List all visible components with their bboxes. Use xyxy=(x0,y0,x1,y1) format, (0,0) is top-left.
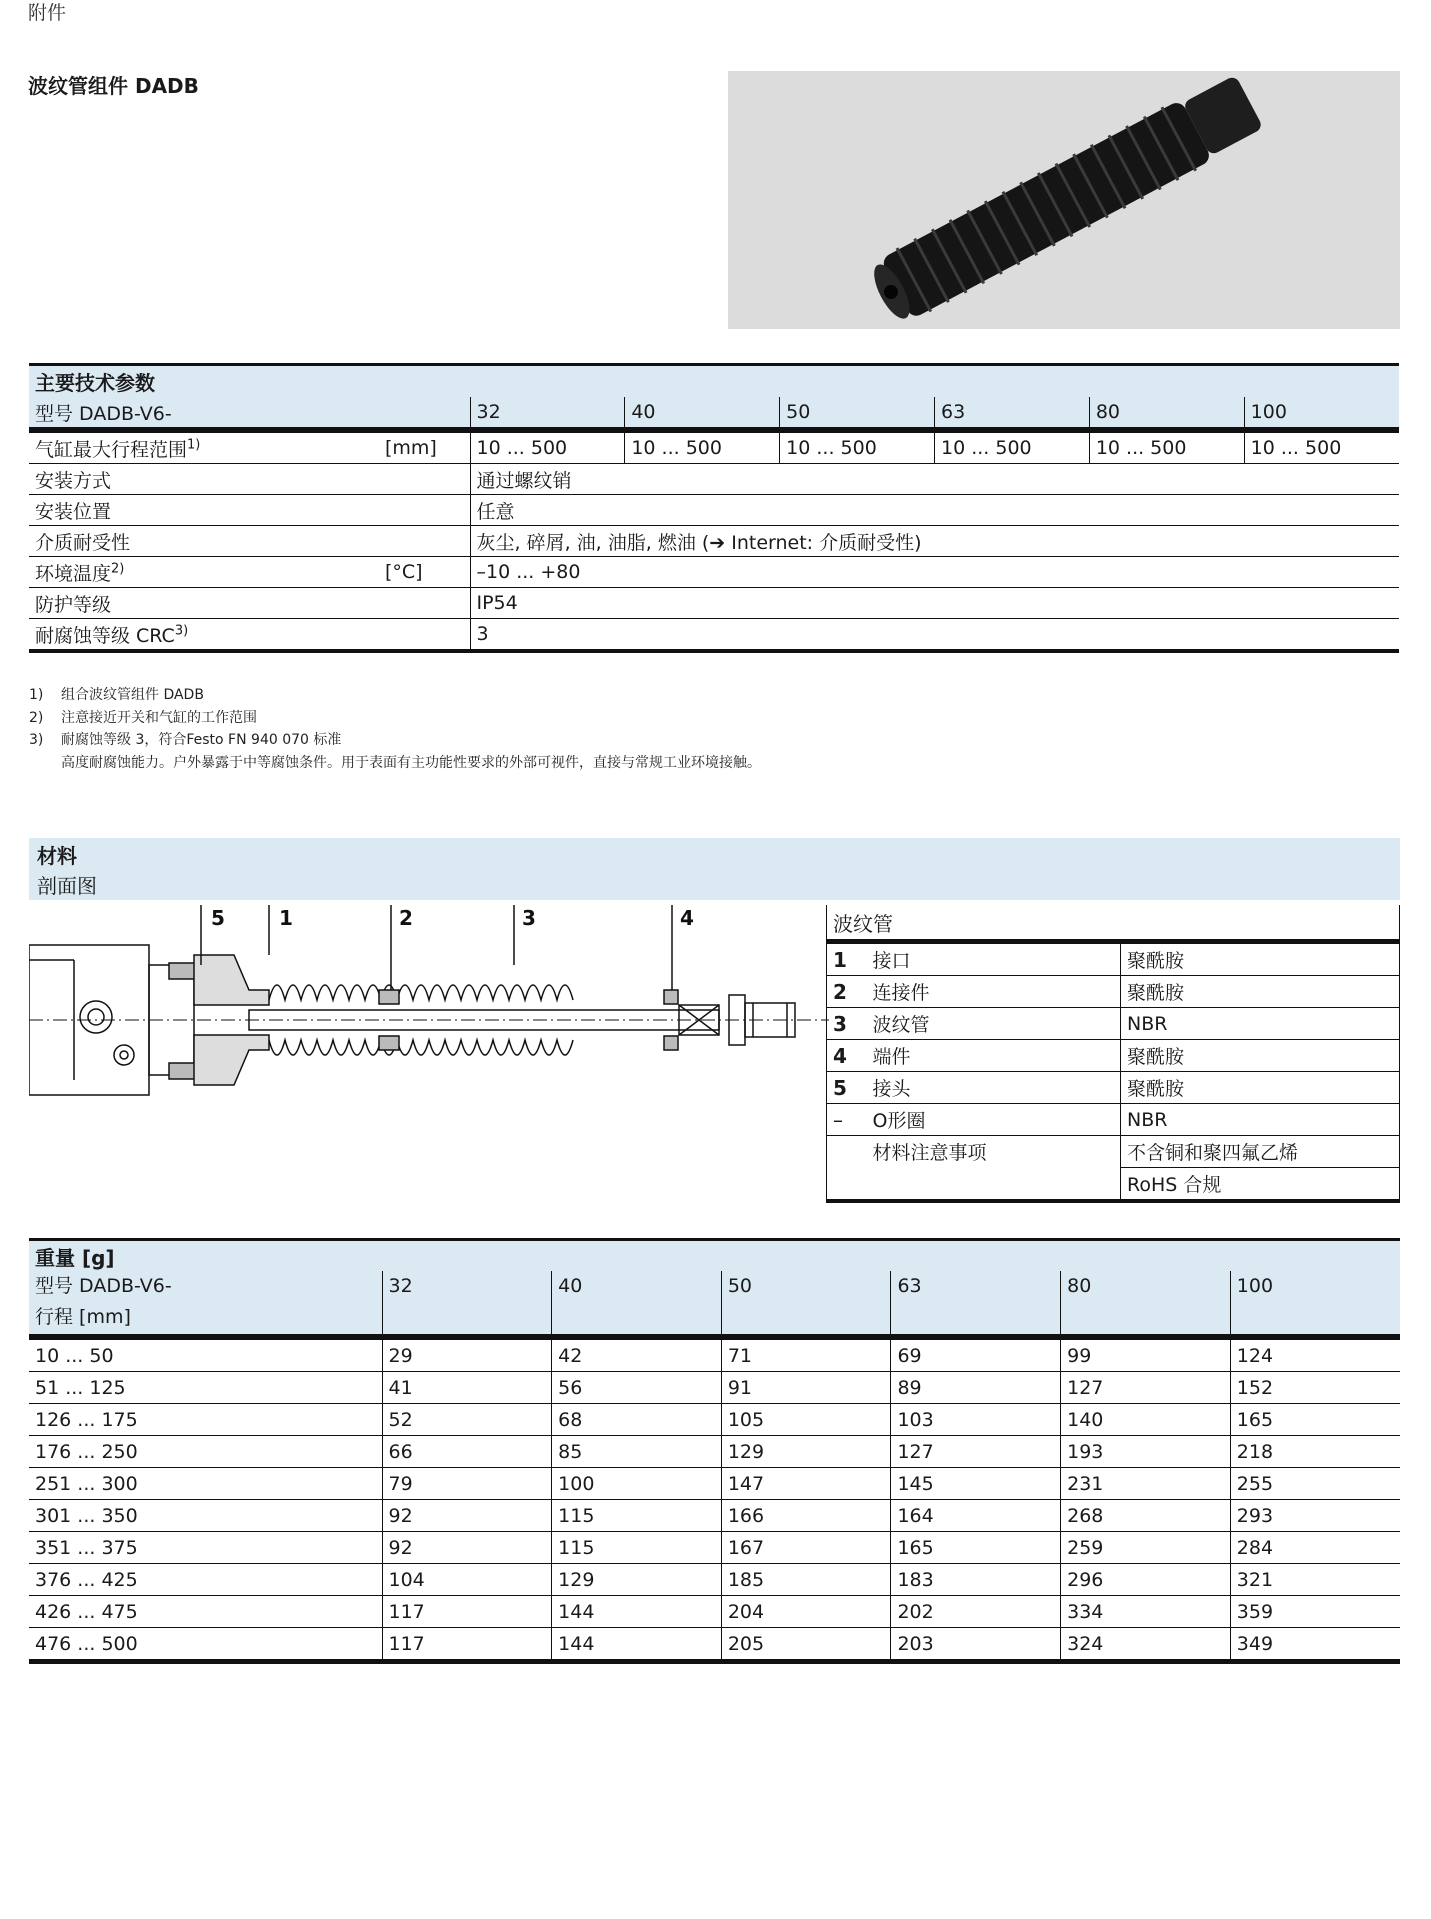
table-row xyxy=(29,1596,1400,1628)
spec-value: 10 ... 500 xyxy=(1089,430,1244,464)
weight-value: 115 xyxy=(552,1500,722,1532)
diagram-label: 2 xyxy=(399,906,413,930)
table-row xyxy=(29,1404,1400,1436)
size-header: 80 xyxy=(1061,1271,1231,1337)
weight-value: 165 xyxy=(891,1532,1061,1564)
diagram-label: 1 xyxy=(279,906,293,930)
stroke-range: 176 ... 250 xyxy=(29,1436,382,1468)
material-notes-row: 材料注意事项 不含铜和聚四氟乙烯 xyxy=(827,1136,1400,1168)
weight-value: 145 xyxy=(891,1468,1061,1500)
weight-value: 334 xyxy=(1061,1596,1231,1628)
weight-value: 117 xyxy=(382,1628,552,1662)
diagram-label: 5 xyxy=(211,906,225,930)
weight-value: 66 xyxy=(382,1436,552,1468)
table-row xyxy=(29,1337,1400,1372)
weight-value: 129 xyxy=(552,1564,722,1596)
weight-value: 204 xyxy=(721,1596,891,1628)
weight-value: 103 xyxy=(891,1404,1061,1436)
weight-value: 52 xyxy=(382,1404,552,1436)
weight-value: 202 xyxy=(891,1596,1061,1628)
material-row: 4 端件 聚酰胺 xyxy=(827,1040,1400,1072)
size-header: 40 xyxy=(625,397,780,430)
spec-unit: [mm] xyxy=(379,430,470,464)
spec-label: 安装方式 xyxy=(29,464,379,495)
weight-value: 324 xyxy=(1061,1628,1231,1662)
product-title: 波纹管组件 DADB xyxy=(28,74,199,98)
materials-table-title: 波纹管 xyxy=(827,905,1400,942)
spec-row-position xyxy=(29,495,1399,526)
table-row xyxy=(29,1436,1400,1468)
specs-type-label: 型号 DADB-V6- xyxy=(29,397,470,430)
size-header: 32 xyxy=(382,1271,552,1337)
spec-label: 介质耐受性 xyxy=(29,526,379,557)
footnote: 2) 注意接近开关和气缸的工作范围 xyxy=(29,709,257,726)
stroke-range: 351 ... 375 xyxy=(29,1532,382,1564)
weight-value: 124 xyxy=(1230,1337,1400,1372)
spec-value: 10 ... 500 xyxy=(780,430,935,464)
spec-value: 10 ... 500 xyxy=(934,430,1089,464)
spec-label: 环境温度$^{2)}$ xyxy=(29,557,379,588)
stroke-range: 301 ... 350 xyxy=(29,1500,382,1532)
weight-value: 268 xyxy=(1061,1500,1231,1532)
weight-table xyxy=(29,1238,1400,1664)
materials-header-band xyxy=(29,838,1400,900)
weight-value: 359 xyxy=(1230,1596,1400,1628)
spec-row-stroke xyxy=(29,430,1399,464)
spec-unit: [°C] xyxy=(379,557,470,588)
weight-value: 129 xyxy=(721,1436,891,1468)
size-header: 32 xyxy=(470,397,625,430)
materials-table xyxy=(826,905,1400,1203)
product-photo xyxy=(728,71,1400,329)
weight-value: 140 xyxy=(1061,1404,1231,1436)
weight-value: 255 xyxy=(1230,1468,1400,1500)
weight-value: 144 xyxy=(552,1628,722,1662)
weight-value: 69 xyxy=(891,1337,1061,1372)
materials-section-title: 材料 xyxy=(37,844,77,868)
specs-section-title: 主要技术参数 xyxy=(29,365,1399,398)
spec-label: 气缸最大行程范围$^{1)}$ xyxy=(29,430,379,464)
spec-row-mounting xyxy=(29,464,1399,495)
spec-value: 灰尘, 碎屑, 油, 油脂, 燃油 (➔ Internet: 介质耐受性) xyxy=(470,526,1399,557)
stroke-range: 426 ... 475 xyxy=(29,1596,382,1628)
specs-table xyxy=(29,363,1399,653)
spec-value: IP54 xyxy=(470,588,1399,619)
footnote: 1) 组合波纹管组件 DADB xyxy=(29,687,204,703)
table-row xyxy=(29,1564,1400,1596)
weight-value: 205 xyxy=(721,1628,891,1662)
table-row xyxy=(29,1372,1400,1404)
stroke-range: 251 ... 300 xyxy=(29,1468,382,1500)
spec-value: 通过螺纹销 xyxy=(470,464,1399,495)
weight-value: 231 xyxy=(1061,1468,1231,1500)
weight-value: 127 xyxy=(1061,1372,1231,1404)
spec-value: 任意 xyxy=(470,495,1399,526)
weight-value: 99 xyxy=(1061,1337,1231,1372)
spec-label: 安装位置 xyxy=(29,495,379,526)
material-row: 5 接头 聚酰胺 xyxy=(827,1072,1400,1104)
stroke-range: 10 ... 50 xyxy=(29,1337,382,1372)
materials-subtitle: 剖面图 xyxy=(37,874,97,898)
material-notes-row: RoHS 合规 xyxy=(827,1168,1400,1202)
weight-value: 29 xyxy=(382,1337,552,1372)
weight-value: 92 xyxy=(382,1500,552,1532)
spec-value: 10 ... 500 xyxy=(625,430,780,464)
weight-value: 193 xyxy=(1061,1436,1231,1468)
spec-row-media xyxy=(29,526,1399,557)
size-header: 63 xyxy=(934,397,1089,430)
weight-type-label: 型号 DADB-V6- 行程 [mm] xyxy=(29,1271,382,1337)
stroke-range: 376 ... 425 xyxy=(29,1564,382,1596)
spec-value: 10 ... 500 xyxy=(1244,430,1399,464)
weight-value: 85 xyxy=(552,1436,722,1468)
weight-value: 147 xyxy=(721,1468,891,1500)
size-header: 50 xyxy=(721,1271,891,1337)
weight-value: 218 xyxy=(1230,1436,1400,1468)
weight-value: 56 xyxy=(552,1372,722,1404)
spec-value: 10 ... 500 xyxy=(470,430,625,464)
cross-section-diagram xyxy=(29,905,829,1145)
page-section-label: 附件 xyxy=(28,2,67,24)
weight-value: 68 xyxy=(552,1404,722,1436)
spec-value: 3 xyxy=(470,619,1399,652)
weight-value: 89 xyxy=(891,1372,1061,1404)
size-header: 100 xyxy=(1230,1271,1400,1337)
table-row xyxy=(29,1500,1400,1532)
table-row xyxy=(29,1532,1400,1564)
size-header: 80 xyxy=(1089,397,1244,430)
weight-value: 79 xyxy=(382,1468,552,1500)
size-header: 100 xyxy=(1244,397,1399,430)
spec-label: 防护等级 xyxy=(29,588,379,619)
weight-value: 167 xyxy=(721,1532,891,1564)
weight-value: 41 xyxy=(382,1372,552,1404)
weight-value: 183 xyxy=(891,1564,1061,1596)
diagram-label: 3 xyxy=(522,906,536,930)
size-header: 50 xyxy=(780,397,935,430)
weight-value: 284 xyxy=(1230,1532,1400,1564)
footnote: 3) 耐腐蚀等级 3，符合Festo FN 940 070 标准 xyxy=(29,732,342,748)
spec-label: 耐腐蚀等级 CRC$^{3)}$ xyxy=(29,619,379,652)
weight-value: 164 xyxy=(891,1500,1061,1532)
weight-value: 105 xyxy=(721,1404,891,1436)
material-row: 3 波纹管 NBR xyxy=(827,1008,1400,1040)
spec-value: –10 ... +80 xyxy=(470,557,1399,588)
size-header: 63 xyxy=(891,1271,1061,1337)
material-row: – O形圈 NBR xyxy=(827,1104,1400,1136)
weight-value: 296 xyxy=(1061,1564,1231,1596)
diagram-label: 4 xyxy=(680,906,694,930)
weight-value: 92 xyxy=(382,1532,552,1564)
weight-value: 185 xyxy=(721,1564,891,1596)
weight-value: 144 xyxy=(552,1596,722,1628)
size-header: 40 xyxy=(552,1271,722,1337)
stroke-range: 126 ... 175 xyxy=(29,1404,382,1436)
footnote: 高度耐腐蚀能力。户外暴露于中等腐蚀条件。用于表面有主功能性要求的外部可视件，直接与常规工业环境接触。 xyxy=(61,754,761,771)
weight-value: 42 xyxy=(552,1337,722,1372)
weight-value: 117 xyxy=(382,1596,552,1628)
material-row: 2 连接件 聚酰胺 xyxy=(827,976,1400,1008)
spec-row-crc xyxy=(29,619,1399,652)
weight-value: 127 xyxy=(891,1436,1061,1468)
weight-value: 91 xyxy=(721,1372,891,1404)
material-row: 1 接口 聚酰胺 xyxy=(827,942,1400,976)
table-row xyxy=(29,1468,1400,1500)
weight-value: 203 xyxy=(891,1628,1061,1662)
spec-row-protection xyxy=(29,588,1399,619)
spec-row-temp xyxy=(29,557,1399,588)
weight-value: 166 xyxy=(721,1500,891,1532)
weight-value: 71 xyxy=(721,1337,891,1372)
table-row xyxy=(29,1628,1400,1662)
weight-value: 100 xyxy=(552,1468,722,1500)
footnotes xyxy=(29,684,761,774)
weight-value: 104 xyxy=(382,1564,552,1596)
weight-value: 152 xyxy=(1230,1372,1400,1404)
weight-value: 321 xyxy=(1230,1564,1400,1596)
weight-value: 115 xyxy=(552,1532,722,1564)
weight-value: 293 xyxy=(1230,1500,1400,1532)
weight-value: 165 xyxy=(1230,1404,1400,1436)
weight-section-title: 重量 [g] xyxy=(29,1240,1400,1272)
stroke-range: 51 ... 125 xyxy=(29,1372,382,1404)
stroke-range: 476 ... 500 xyxy=(29,1628,382,1662)
weight-value: 259 xyxy=(1061,1532,1231,1564)
weight-value: 349 xyxy=(1230,1628,1400,1662)
